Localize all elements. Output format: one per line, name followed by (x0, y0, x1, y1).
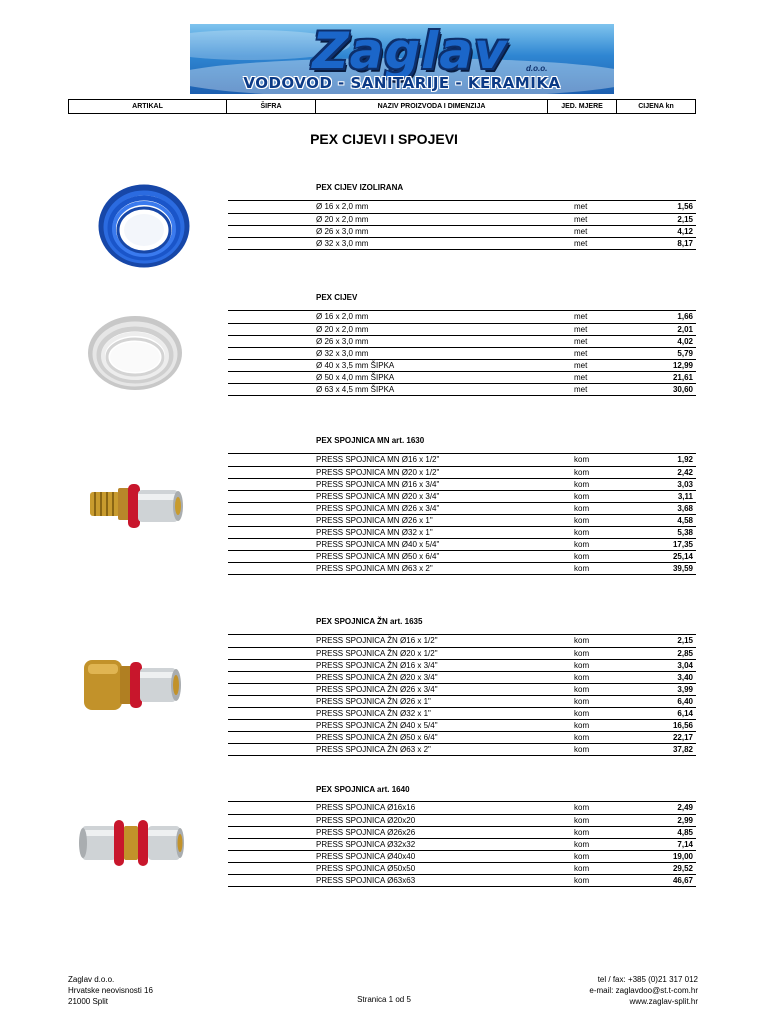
unit: met (574, 202, 588, 211)
table-row (228, 695, 696, 707)
unit: kom (574, 468, 590, 477)
footer-street: Hrvatske neovisnosti 16 (68, 986, 153, 995)
unit: kom (574, 552, 590, 561)
unit: met (574, 385, 588, 394)
table-row (228, 850, 696, 862)
male-thread-fitting-image (84, 476, 190, 538)
unit: kom (574, 733, 590, 742)
price: 22,17 (672, 733, 693, 742)
unit: met (574, 239, 588, 248)
product-name: PRESS SPOJNICA MN Ø16 x 1/2" (316, 455, 440, 464)
price: 12,99 (672, 361, 693, 370)
product-name: PRESS SPOJNICA MN Ø16 x 3/4" (316, 480, 440, 489)
product-name: Ø 20 x 2,0 mm (316, 215, 369, 224)
product-name: Ø 50 x 4,0 mm ŠIPKA (316, 373, 395, 382)
table-row (228, 502, 696, 514)
header-cijena: CIJENA kn (638, 103, 674, 110)
price: 5,79 (677, 349, 693, 358)
unit: kom (574, 852, 590, 861)
product-name: PRESS SPOJNICA MN Ø26 x 1" (316, 516, 433, 525)
product-name: PRESS SPOJNICA MN Ø20 x 3/4" (316, 492, 440, 501)
product-name: Ø 32 x 3,0 mm (316, 349, 369, 358)
unit: kom (574, 876, 590, 885)
table-row (228, 731, 696, 743)
table-row (228, 201, 696, 213)
product-name: PRESS SPOJNICA MN Ø63 x 2" (316, 564, 433, 573)
unit: kom (574, 816, 590, 825)
product-name: PRESS SPOJNICA ŽN Ø63 x 2" (316, 745, 431, 754)
price: 3,68 (677, 504, 693, 513)
female-thread-fitting-image (80, 652, 186, 718)
unit: kom (574, 745, 590, 754)
product-name: PRESS SPOJNICA ŽN Ø26 x 1" (316, 697, 431, 706)
price: 39,59 (672, 564, 693, 573)
table-header (68, 99, 696, 114)
price: 19,00 (672, 852, 693, 861)
product-name: PRESS SPOJNICA MN Ø32 x 1" (316, 528, 433, 537)
price: 4,02 (677, 337, 693, 346)
price-table (228, 801, 696, 887)
unit: met (574, 312, 588, 321)
table-row (228, 466, 696, 478)
logo-suffix: d.o.o. (526, 64, 548, 73)
table-row (228, 237, 696, 249)
footer-website[interactable]: www.zaglav-split.hr (629, 997, 698, 1006)
logo-brand: Zaglav (312, 24, 508, 80)
price-table (228, 200, 696, 250)
table-row (228, 743, 696, 755)
unit: kom (574, 528, 590, 537)
table-row (228, 635, 696, 647)
price: 3,11 (677, 492, 693, 501)
product-name: PRESS SPOJNICA ŽN Ø32 x 1" (316, 709, 431, 718)
unit: met (574, 361, 588, 370)
table-row (228, 454, 696, 466)
price: 2,15 (677, 636, 693, 645)
product-name: Ø 20 x 2,0 mm (316, 325, 369, 334)
product-name: PRESS SPOJNICA Ø16x16 (316, 803, 416, 812)
table-row (228, 562, 696, 574)
unit: kom (574, 516, 590, 525)
table-row (228, 802, 696, 814)
price: 3,04 (677, 661, 693, 670)
product-name: PRESS SPOJNICA Ø63x63 (316, 876, 416, 885)
section-title: PEX CIJEV IZOLIRANA (316, 183, 404, 192)
product-name: PRESS SPOJNICA ŽN Ø20 x 1/2" (316, 649, 438, 658)
table-row (228, 514, 696, 526)
table-row (228, 478, 696, 490)
product-name: PRESS SPOJNICA Ø40x40 (316, 852, 416, 861)
table-row (228, 490, 696, 502)
price-table (228, 634, 696, 756)
unit: kom (574, 828, 590, 837)
price: 2,15 (677, 215, 693, 224)
table-row (228, 659, 696, 671)
product-name: PRESS SPOJNICA Ø20x20 (316, 816, 416, 825)
unit: met (574, 325, 588, 334)
price: 3,99 (677, 685, 693, 694)
price: 2,01 (677, 325, 693, 334)
price: 17,35 (672, 540, 693, 549)
section-title: PEX SPOJNICA ŽN art. 1635 (316, 617, 423, 626)
product-name: PRESS SPOJNICA ŽN Ø40 x 5/4" (316, 721, 438, 730)
table-row (228, 335, 696, 347)
unit: kom (574, 864, 590, 873)
unit: met (574, 373, 588, 382)
unit: met (574, 215, 588, 224)
table-row (228, 213, 696, 225)
footer-company: Zaglav d.o.o. (68, 975, 115, 984)
table-row (228, 862, 696, 874)
price: 7,14 (677, 840, 693, 849)
product-name: PRESS SPOJNICA Ø26x26 (316, 828, 416, 837)
price: 6,14 (677, 709, 693, 718)
product-name: PRESS SPOJNICA MN Ø50 x 6/4" (316, 552, 440, 561)
unit: kom (574, 504, 590, 513)
table-row (228, 371, 696, 383)
product-name: PRESS SPOJNICA ŽN Ø16 x 3/4" (316, 661, 438, 670)
unit: kom (574, 840, 590, 849)
table-row (228, 347, 696, 359)
pex-pipe-coil-image (86, 312, 184, 394)
table-row (228, 550, 696, 562)
price: 1,92 (677, 455, 693, 464)
straight-coupling-fitting-image (78, 812, 186, 876)
table-row (228, 359, 696, 371)
footer-contact (589, 974, 698, 1007)
company-logo (190, 24, 614, 94)
unit: kom (574, 803, 590, 812)
table-row (228, 719, 696, 731)
price: 2,99 (677, 816, 693, 825)
logo-tagline: VODOVOD - SANITARIJE - KERAMIKA (243, 74, 561, 92)
table-row (228, 383, 696, 395)
header-naziv: NAZIV PROIZVODA I DIMENZIJA (316, 100, 548, 113)
table-row (228, 311, 696, 323)
table-row (228, 538, 696, 550)
table-row (228, 526, 696, 538)
product-name: PRESS SPOJNICA MN Ø20 x 1/2" (316, 468, 440, 477)
unit: kom (574, 492, 590, 501)
product-name: Ø 40 x 3,5 mm ŠIPKA (316, 361, 395, 370)
section-title: PEX SPOJNICA MN art. 1630 (316, 436, 425, 445)
section-title: PEX CIJEV (316, 293, 358, 302)
product-name: Ø 16 x 2,0 mm (316, 312, 369, 321)
price: 4,58 (677, 516, 693, 525)
table-row (228, 826, 696, 838)
header-sifra: ŠIFRA (227, 100, 316, 113)
product-name: PRESS SPOJNICA ŽN Ø50 x 6/4" (316, 733, 438, 742)
unit: kom (574, 455, 590, 464)
price: 5,38 (677, 528, 693, 537)
product-name: Ø 63 x 4,5 mm ŠIPKA (316, 385, 395, 394)
product-name: Ø 32 x 3,0 mm (316, 239, 369, 248)
footer-city: 21000 Split (68, 997, 109, 1006)
footer-phone: tel / fax: +385 (0)21 317 012 (597, 975, 698, 984)
unit: kom (574, 685, 590, 694)
table-row (228, 683, 696, 695)
footer-email[interactable]: e-mail: zaglavdoo@st.t-com.hr (589, 986, 698, 995)
unit: met (574, 337, 588, 346)
price: 29,52 (672, 864, 693, 873)
product-name: PRESS SPOJNICA Ø50x50 (316, 864, 416, 873)
price: 3,40 (677, 673, 693, 682)
product-name: Ø 26 x 3,0 mm (316, 337, 369, 346)
price: 46,67 (672, 876, 693, 885)
price: 2,85 (677, 649, 693, 658)
unit: met (574, 349, 588, 358)
insulated-pex-coil-image (96, 180, 192, 274)
unit: kom (574, 673, 590, 682)
unit: kom (574, 661, 590, 670)
table-row (228, 225, 696, 237)
unit: kom (574, 721, 590, 730)
table-row (228, 814, 696, 826)
table-row (228, 671, 696, 683)
price: 2,49 (677, 803, 693, 812)
price: 16,56 (672, 721, 693, 730)
unit: kom (574, 636, 590, 645)
page-title: PEX CIJEVI I SPOJEVI (310, 131, 458, 147)
price-table (228, 453, 696, 575)
table-row (228, 323, 696, 335)
header-jed-mjere: JED. MJERE (548, 100, 617, 113)
table-row (228, 647, 696, 659)
price: 4,85 (677, 828, 693, 837)
section-title: PEX SPOJNICA art. 1640 (316, 785, 410, 794)
product-name: PRESS SPOJNICA Ø32x32 (316, 840, 416, 849)
product-name: Ø 26 x 3,0 mm (316, 227, 369, 236)
price: 30,60 (672, 385, 693, 394)
price: 3,03 (677, 480, 693, 489)
price: 37,82 (672, 745, 693, 754)
header-artikal: ARTIKAL (69, 100, 227, 113)
unit: kom (574, 540, 590, 549)
table-row (228, 838, 696, 850)
price: 2,42 (677, 468, 693, 477)
unit: kom (574, 709, 590, 718)
product-name: PRESS SPOJNICA MN Ø40 x 5/4" (316, 540, 440, 549)
unit: kom (574, 697, 590, 706)
price: 4,12 (677, 227, 693, 236)
product-name: PRESS SPOJNICA MN Ø26 x 3/4" (316, 504, 440, 513)
table-row (228, 707, 696, 719)
product-name: PRESS SPOJNICA ŽN Ø20 x 3/4" (316, 673, 438, 682)
product-name: PRESS SPOJNICA ŽN Ø16 x 1/2" (316, 636, 438, 645)
footer-page-number: Stranica 1 od 5 (357, 995, 411, 1004)
price: 6,40 (677, 697, 693, 706)
price: 1,56 (677, 202, 693, 211)
product-name: Ø 16 x 2,0 mm (316, 202, 369, 211)
price: 8,17 (677, 239, 693, 248)
table-row (228, 874, 696, 886)
price: 1,66 (677, 312, 693, 321)
product-name: PRESS SPOJNICA ŽN Ø26 x 3/4" (316, 685, 438, 694)
price-table (228, 310, 696, 396)
unit: kom (574, 564, 590, 573)
unit: kom (574, 480, 590, 489)
unit: met (574, 227, 588, 236)
unit: kom (574, 649, 590, 658)
price: 21,61 (672, 373, 693, 382)
price: 25,14 (672, 552, 693, 561)
